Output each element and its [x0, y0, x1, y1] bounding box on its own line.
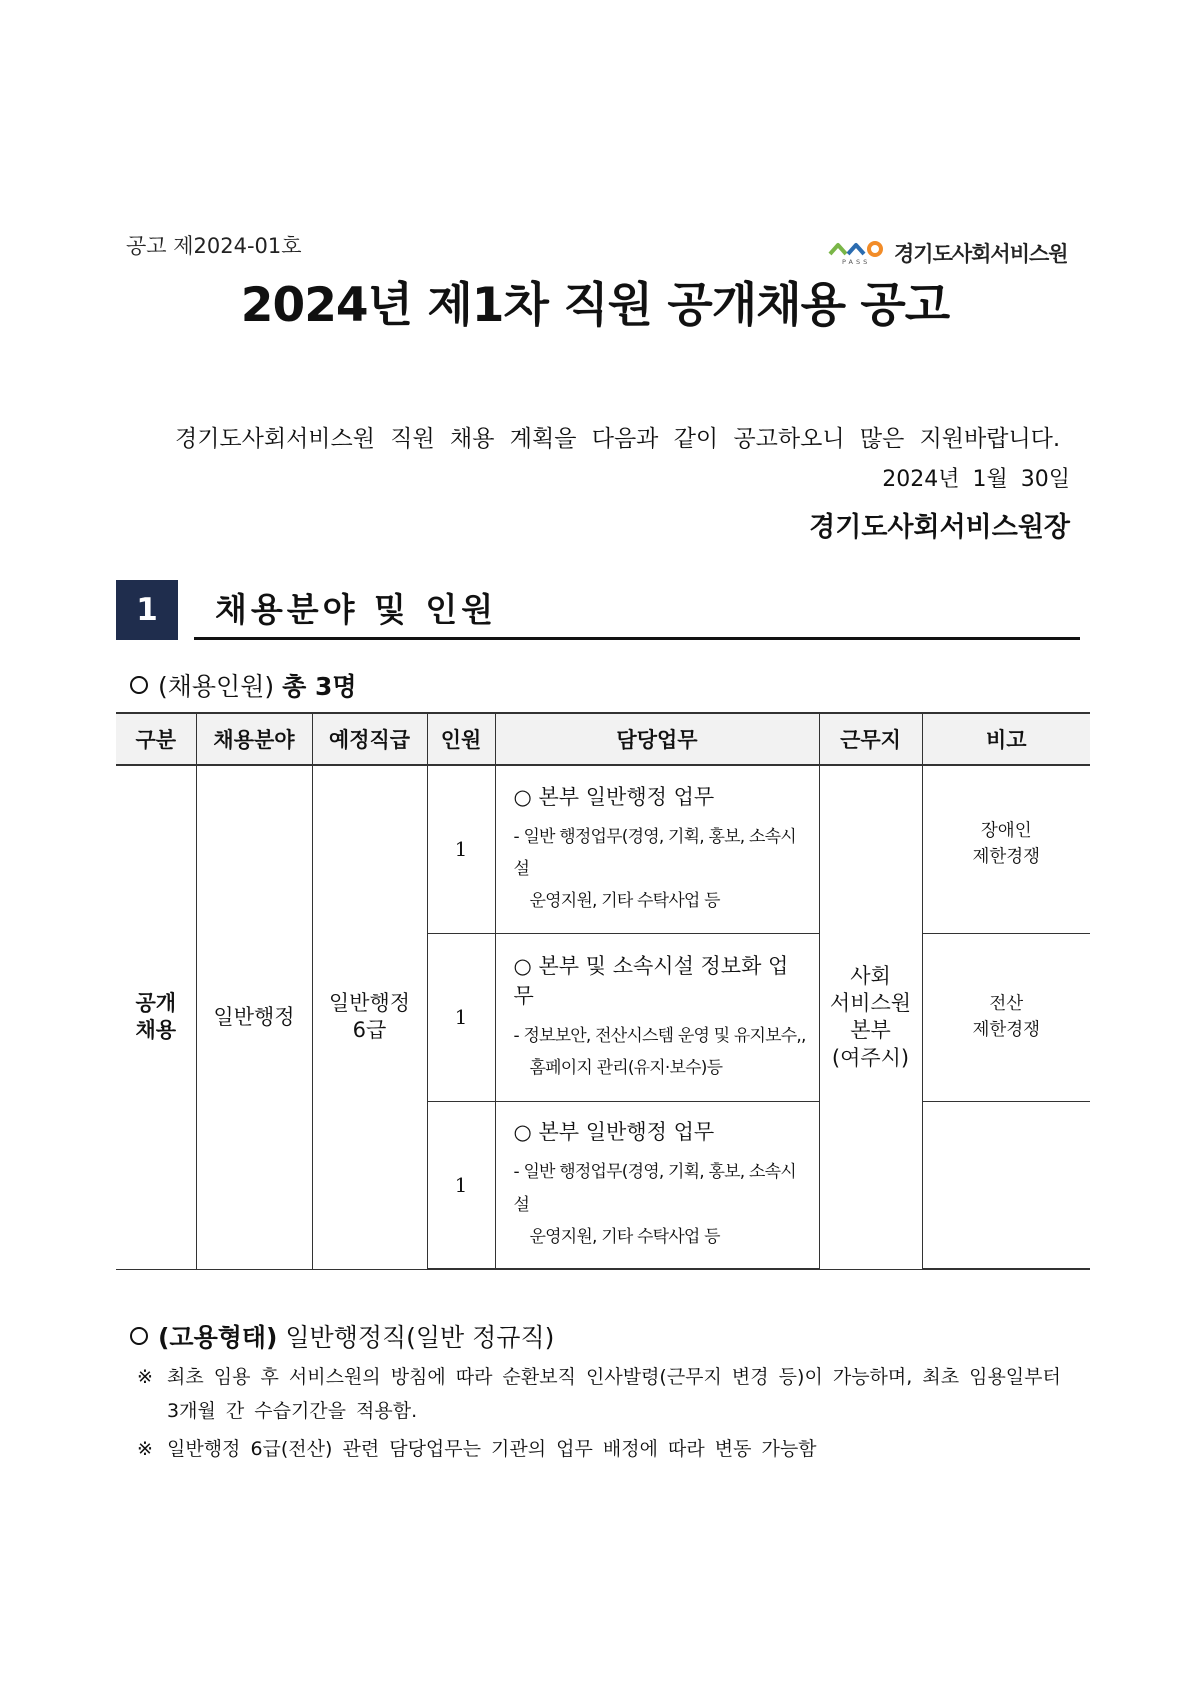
section-title: 채용분야 및 인원: [215, 590, 498, 629]
category-cell: 공개 채용: [116, 765, 196, 1269]
duty-detail: 운영지원, 기타 수탁사업 등: [529, 891, 720, 912]
field-cell: 일반행정: [196, 765, 312, 1269]
count-cell: 1: [427, 1101, 495, 1269]
table-header-cell: 예정직급: [312, 713, 427, 765]
headcount-label: (채용인원): [158, 672, 275, 701]
duty-detail: - 일반 행정업무(경영, 기획, 홍보, 소속시설: [513, 826, 796, 880]
organization-logo: [828, 236, 1068, 270]
duty-detail: - 일반 행정업무(경영, 기획, 홍보, 소속시설: [513, 1162, 796, 1215]
remark-text: 일반행정 6급(전산) 관련 담당업무는 기관의 업무 배정에 따라 변동 가능함: [167, 1438, 817, 1460]
logo-tagline: PASS: [842, 258, 871, 266]
hollow-circle-bullet-icon: [130, 676, 148, 694]
employment-type-line: [130, 1318, 554, 1354]
duty-main: ○ 본부 및 소속시설 정보화 업무: [513, 953, 789, 1008]
count-cell: 1: [427, 765, 495, 933]
intro-text: 경기도사회서비스원 직원 채용 계획을 다음과 같이 공고하오니 많은 지원바랍니다.: [175, 426, 1061, 452]
employment-type-label: (고용형태): [158, 1323, 278, 1352]
note-cell: [922, 1101, 1090, 1269]
workplace-cell: 사회 서비스원 본부 (여주시): [819, 765, 922, 1269]
section-number-badge: 1: [116, 580, 178, 640]
duty-cell: [495, 1101, 819, 1269]
notice-number: 공고 제2024-01호: [126, 234, 302, 258]
duty-cell: [495, 765, 819, 933]
table-header-row: [116, 713, 1090, 765]
signer-name: 경기도사회서비스원장: [809, 512, 1070, 543]
table-header-cell: 비고: [922, 713, 1090, 765]
duty-cell: [495, 933, 819, 1101]
table-header-cell: 인원: [427, 713, 495, 765]
logo-name: 경기도사회서비스원: [894, 242, 1068, 266]
recruitment-table: [116, 712, 1090, 1270]
employment-type-value: 일반행정직(일반 정규직): [285, 1323, 555, 1352]
table-header-cell: 채용분야: [196, 713, 312, 765]
grade-cell: 일반행정 6급: [312, 765, 427, 1269]
note-cell: 장애인 제한경쟁: [922, 765, 1090, 933]
duty-main: ○ 본부 일반행정 업무: [513, 1120, 715, 1145]
table-header-cell: 구분: [116, 713, 196, 765]
hollow-circle-bullet-icon: [130, 1327, 148, 1345]
duty-detail: - 정보보안, 전산시스템 운영 및 유지보수,,: [513, 1025, 806, 1046]
logo-mark-icon: [828, 236, 888, 270]
reference-mark-icon: ※: [137, 1438, 153, 1460]
section-divider: [194, 637, 1080, 640]
headcount-line: [130, 667, 357, 703]
page-title: 2024년 제1차 직원 공개채용 공고: [240, 278, 950, 333]
notice-date: 2024년 1월 30일: [882, 467, 1070, 492]
remark-text: 최초 임용 후 서비스원의 방침에 따라 순환보직 인사발령(근무지 변경 등)이 가능하며, 최초 임용일부터: [167, 1366, 1061, 1388]
headcount-value: 총 3명: [282, 672, 357, 701]
remark-duty-change: [137, 1432, 1077, 1466]
reference-mark-icon: ※: [137, 1366, 153, 1388]
duty-detail: 운영지원, 기타 수탁사업 등: [529, 1226, 720, 1247]
count-cell: 1: [427, 933, 495, 1101]
duty-main: ○ 본부 일반행정 업무: [513, 784, 715, 809]
note-cell: 전산 제한경쟁: [922, 933, 1090, 1101]
duty-detail: 홈페이지 관리(유지·보수)등: [529, 1058, 723, 1078]
table-row: [116, 765, 1090, 933]
table-header-cell: 담당업무: [495, 713, 819, 765]
table-header-cell: 근무지: [819, 713, 922, 765]
remark-text: 3개월 간 수습기간을 적용함.: [167, 1400, 418, 1423]
remark-probation: [137, 1360, 1077, 1428]
